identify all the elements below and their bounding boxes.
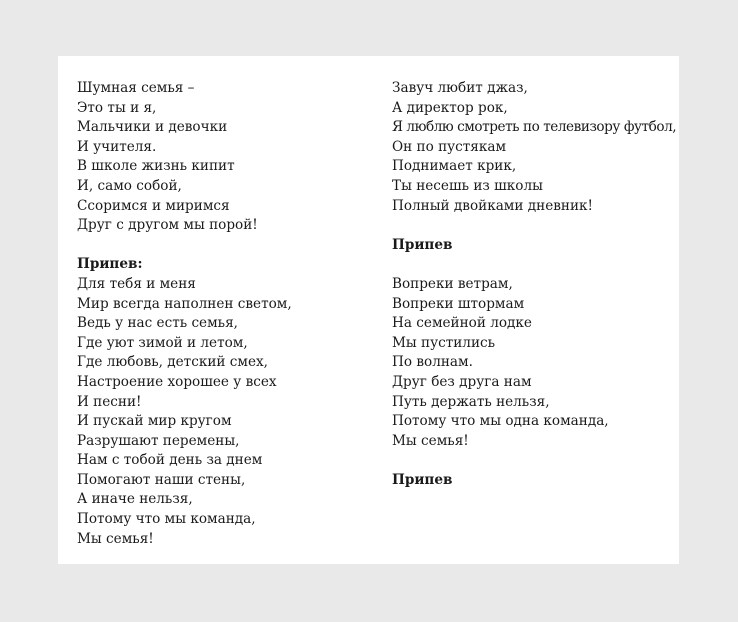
right-column: [392, 79, 676, 490]
chorus-reference: Припев: [392, 236, 453, 253]
verse-line: По волнам.: [392, 354, 473, 371]
chorus-line: Нам с тобой день за днем: [77, 452, 263, 469]
left-column: [77, 79, 292, 549]
verse-line: Мы семья!: [392, 432, 469, 449]
verse-line: И учителя.: [77, 138, 157, 155]
verse-line: А директор рок,: [392, 99, 508, 116]
verse-line: Шумная семья –: [77, 80, 195, 96]
verse-line: Он по пустякам: [392, 138, 507, 155]
stanza-gap: [77, 236, 292, 256]
chorus-line: Для тебя и меня: [77, 275, 196, 292]
chorus-reference: Припев: [392, 471, 453, 488]
verse-line: Друг без друга нам: [392, 373, 532, 390]
verse-line: Мальчики и девочки: [77, 119, 228, 136]
stanza-gap: [392, 216, 676, 236]
verse-line: Полный двойками дневник!: [392, 197, 593, 214]
stanza-gap: [392, 451, 676, 471]
verse-line: Поднимает крик,: [392, 158, 517, 175]
stanza-gap: [392, 255, 676, 275]
chorus-line: Помогают наши стены,: [77, 471, 246, 488]
chorus-line: Мир всегда наполнен светом,: [77, 295, 292, 312]
verse-line: [392, 118, 676, 138]
lyrics-page: [58, 56, 679, 564]
verse-line: Вопреки штормам: [392, 295, 525, 312]
verse-line: Завуч любит джаз,: [392, 80, 528, 96]
verse-line: Путь держать нельзя,: [392, 393, 550, 410]
chorus-line: Где уют зимой и летом,: [77, 334, 248, 351]
verse-line-text: Я люблю смотреть по телевизору футбол,: [392, 119, 677, 136]
chorus-line: Потому что мы команда,: [77, 511, 256, 528]
verse-line: Друг с другом мы порой!: [77, 217, 258, 234]
verse-line: Ссоримся и миримся: [77, 197, 230, 214]
verse-line: И, само собой,: [77, 177, 182, 194]
verse-line: Вопреки ветрам,: [392, 275, 513, 292]
verse-line: Потому что мы одна команда,: [392, 413, 609, 430]
chorus-line: И пускай мир кругом: [77, 413, 232, 430]
verse-line: Мы пустились: [392, 334, 496, 351]
chorus-line: Ведь у нас есть семья,: [77, 315, 238, 332]
verse-line: Ты несешь из школы: [392, 177, 543, 194]
chorus-heading: Припев:: [77, 256, 143, 273]
verse-line: Это ты и я,: [77, 99, 157, 116]
chorus-line: Разрушают перемены,: [77, 432, 240, 449]
chorus-line: Настроение хорошее у всех: [77, 373, 277, 390]
verse-line: В школе жизнь кипит: [77, 158, 235, 175]
chorus-line: Где любовь, детский смех,: [77, 354, 268, 371]
verse-line: На семейной лодке: [392, 315, 532, 332]
chorus-line: Мы семья!: [77, 530, 154, 547]
chorus-line: А иначе нельзя,: [77, 491, 193, 508]
chorus-line: И песни!: [77, 393, 142, 410]
